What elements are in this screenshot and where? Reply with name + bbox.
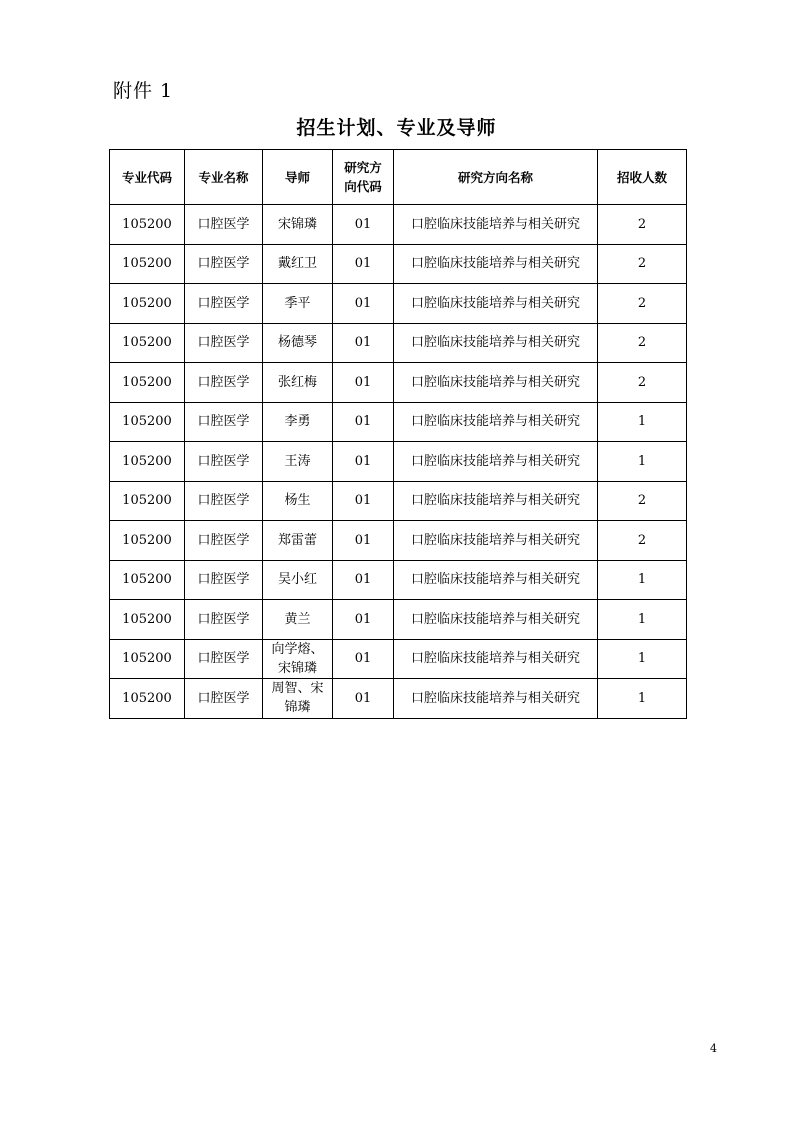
cell-major-code: 105200 <box>110 363 185 403</box>
cell-enrollment-count: 2 <box>598 521 687 561</box>
table-row <box>110 679 687 719</box>
cell-enrollment-count: 1 <box>598 679 687 719</box>
cell-major-code: 105200 <box>110 442 185 482</box>
cell-enrollment-count: 1 <box>598 402 687 442</box>
cell-major-name: 口腔医学 <box>185 244 263 284</box>
cell-supervisor: 周智、宋 锦璘 <box>263 679 333 719</box>
document-title: 招生计划、专业及导师 <box>296 117 497 139</box>
cell-direction-name: 口腔临床技能培养与相关研究 <box>394 639 598 679</box>
cell-major-name: 口腔医学 <box>185 284 263 324</box>
cell-enrollment-count: 1 <box>598 442 687 482</box>
cell-major-code: 105200 <box>110 679 185 719</box>
cell-major-name: 口腔医学 <box>185 481 263 521</box>
enrollment-plan-table <box>109 149 687 719</box>
cell-major-code: 105200 <box>110 244 185 284</box>
cell-major-name: 口腔医学 <box>185 323 263 363</box>
cell-major-name: 口腔医学 <box>185 600 263 640</box>
cell-major-code: 105200 <box>110 560 185 600</box>
cell-enrollment-count: 2 <box>598 284 687 324</box>
cell-direction-code: 01 <box>333 205 394 245</box>
table-row <box>110 442 687 482</box>
cell-enrollment-count: 1 <box>598 600 687 640</box>
cell-direction-code: 01 <box>333 639 394 679</box>
table-row <box>110 363 687 403</box>
cell-enrollment-count: 2 <box>598 363 687 403</box>
cell-major-name: 口腔医学 <box>185 442 263 482</box>
page-number: 4 <box>710 1042 717 1055</box>
cell-supervisor: 黄兰 <box>263 600 333 640</box>
cell-direction-code: 01 <box>333 363 394 403</box>
cell-direction-code: 01 <box>333 442 394 482</box>
cell-enrollment-count: 2 <box>598 323 687 363</box>
cell-supervisor: 吴小红 <box>263 560 333 600</box>
cell-major-name: 口腔医学 <box>185 363 263 403</box>
table-body <box>110 205 687 719</box>
cell-major-name: 口腔医学 <box>185 205 263 245</box>
cell-direction-code: 01 <box>333 481 394 521</box>
cell-enrollment-count: 2 <box>598 205 687 245</box>
cell-direction-code: 01 <box>333 679 394 719</box>
cell-direction-name: 口腔临床技能培养与相关研究 <box>394 323 598 363</box>
cell-enrollment-count: 1 <box>598 639 687 679</box>
attachment-label: 附件 1 <box>113 80 174 102</box>
cell-major-code: 105200 <box>110 402 185 442</box>
table-row <box>110 244 687 284</box>
cell-direction-code: 01 <box>333 284 394 324</box>
cell-major-name: 口腔医学 <box>185 521 263 561</box>
table-row <box>110 481 687 521</box>
cell-major-code: 105200 <box>110 521 185 561</box>
cell-supervisor: 季平 <box>263 284 333 324</box>
cell-direction-code: 01 <box>333 521 394 561</box>
table-row <box>110 600 687 640</box>
cell-supervisor: 郑雷蕾 <box>263 521 333 561</box>
cell-major-name: 口腔医学 <box>185 679 263 719</box>
cell-direction-name: 口腔临床技能培养与相关研究 <box>394 363 598 403</box>
cell-direction-code: 01 <box>333 560 394 600</box>
cell-major-code: 105200 <box>110 205 185 245</box>
cell-direction-name: 口腔临床技能培养与相关研究 <box>394 442 598 482</box>
cell-enrollment-count: 1 <box>598 560 687 600</box>
header-direction-name: 研究方向名称 <box>394 150 598 205</box>
cell-major-code: 105200 <box>110 284 185 324</box>
header-major-name: 专业名称 <box>185 150 263 205</box>
cell-direction-name: 口腔临床技能培养与相关研究 <box>394 481 598 521</box>
cell-supervisor: 李勇 <box>263 402 333 442</box>
cell-major-name: 口腔医学 <box>185 402 263 442</box>
table-row <box>110 560 687 600</box>
table-header <box>110 150 687 205</box>
cell-direction-name: 口腔临床技能培养与相关研究 <box>394 284 598 324</box>
cell-major-code: 105200 <box>110 323 185 363</box>
header-supervisor: 导师 <box>263 150 333 205</box>
cell-supervisor: 宋锦璘 <box>263 205 333 245</box>
cell-major-code: 105200 <box>110 600 185 640</box>
cell-supervisor: 张红梅 <box>263 363 333 403</box>
cell-direction-code: 01 <box>333 323 394 363</box>
cell-supervisor: 戴红卫 <box>263 244 333 284</box>
header-major-code: 专业代码 <box>110 150 185 205</box>
cell-supervisor: 向学熔、 宋锦璘 <box>263 639 333 679</box>
table-row <box>110 205 687 245</box>
cell-enrollment-count: 2 <box>598 481 687 521</box>
table-row <box>110 323 687 363</box>
cell-major-code: 105200 <box>110 481 185 521</box>
table-row <box>110 521 687 561</box>
cell-major-name: 口腔医学 <box>185 560 263 600</box>
cell-direction-code: 01 <box>333 244 394 284</box>
cell-direction-name: 口腔临床技能培养与相关研究 <box>394 679 598 719</box>
cell-direction-name: 口腔临床技能培养与相关研究 <box>394 600 598 640</box>
cell-major-code: 105200 <box>110 639 185 679</box>
cell-direction-name: 口腔临床技能培养与相关研究 <box>394 244 598 284</box>
cell-supervisor: 杨德琴 <box>263 323 333 363</box>
cell-direction-code: 01 <box>333 600 394 640</box>
cell-enrollment-count: 2 <box>598 244 687 284</box>
table-row <box>110 402 687 442</box>
cell-supervisor: 杨生 <box>263 481 333 521</box>
cell-direction-name: 口腔临床技能培养与相关研究 <box>394 560 598 600</box>
table-row <box>110 639 687 679</box>
cell-direction-name: 口腔临床技能培养与相关研究 <box>394 205 598 245</box>
cell-major-name: 口腔医学 <box>185 639 263 679</box>
cell-direction-code: 01 <box>333 402 394 442</box>
table-header-row <box>110 150 687 205</box>
cell-direction-name: 口腔临床技能培养与相关研究 <box>394 521 598 561</box>
cell-direction-name: 口腔临床技能培养与相关研究 <box>394 402 598 442</box>
cell-supervisor: 王涛 <box>263 442 333 482</box>
table-row <box>110 284 687 324</box>
header-enrollment-count: 招收人数 <box>598 150 687 205</box>
header-direction-code: 研究方 向代码 <box>333 150 394 205</box>
